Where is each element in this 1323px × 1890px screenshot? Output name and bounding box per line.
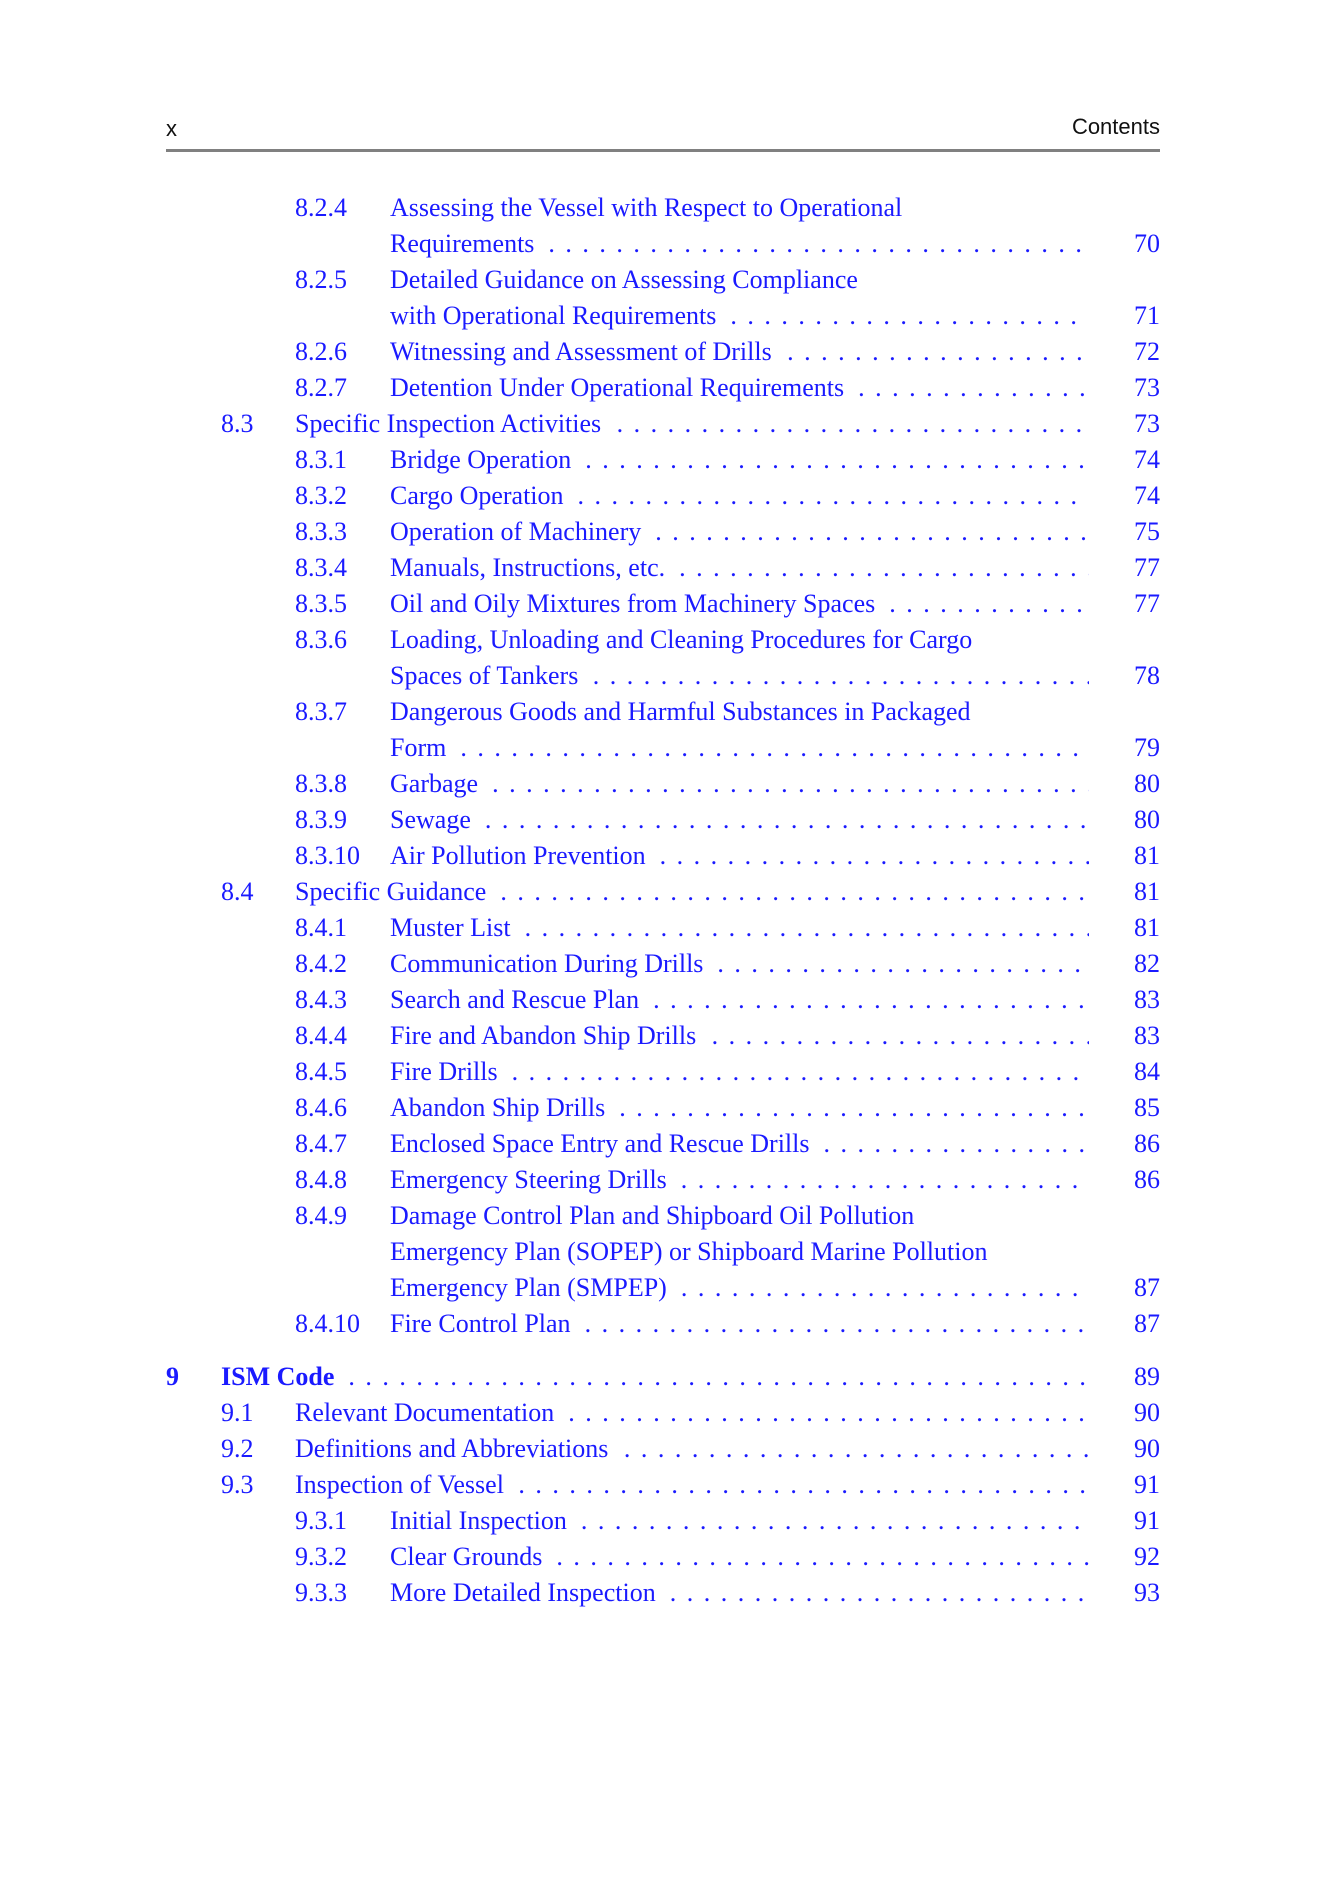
toc-leader-dots: [712, 1018, 1089, 1054]
toc-entry[interactable]: [0, 766, 1323, 802]
toc-entry-title: Emergency Plan (SMPEP): [390, 1273, 667, 1302]
toc-entry[interactable]: [0, 1467, 1323, 1503]
toc-leader-dots: [787, 334, 1089, 370]
toc-page-number: 80: [1134, 805, 1160, 834]
toc-entry[interactable]: [0, 1359, 1323, 1395]
running-title: Contents: [1071, 114, 1160, 139]
toc-leader-dots: [525, 910, 1089, 946]
toc-entry-number: 9.3: [221, 1470, 254, 1499]
toc-entry-title: Muster List: [390, 913, 511, 942]
toc-entry-continuation[interactable]: [0, 730, 1323, 766]
toc-page-number: 84: [1134, 1057, 1160, 1086]
toc-entry[interactable]: [0, 1126, 1323, 1162]
toc-leader-dots: [717, 946, 1089, 982]
toc-page-number: 86: [1134, 1129, 1160, 1158]
toc-entry-title: Definitions and Abbreviations: [295, 1434, 609, 1463]
toc-leader-dots: [500, 874, 1089, 910]
toc-entry[interactable]: [0, 1539, 1323, 1575]
toc-entry-continuation[interactable]: [0, 1234, 1323, 1270]
toc-entry-title: Oil and Oily Mixtures from Machinery Spaces: [390, 589, 876, 618]
toc-entry[interactable]: [0, 1018, 1323, 1054]
toc-page-number: 77: [1134, 553, 1160, 582]
toc-page-number: 73: [1134, 373, 1160, 402]
toc-leader-dots: [460, 730, 1089, 766]
toc-entry-title: Specific Inspection Activities: [295, 409, 602, 438]
toc-leader-dots: [548, 226, 1089, 262]
toc-entry-title: Detailed Guidance on Assessing Compliance: [390, 265, 858, 294]
toc-leader-dots: [824, 1126, 1090, 1162]
toc-entry-title: Emergency Plan (SOPEP) or Shipboard Marine Pollution: [390, 1237, 988, 1266]
toc-page-number: 79: [1134, 733, 1160, 762]
toc-page-number: 91: [1134, 1506, 1160, 1535]
toc-entry-title: More Detailed Inspection: [390, 1578, 656, 1607]
toc-page-number: 83: [1134, 985, 1160, 1014]
toc-entry[interactable]: [0, 1395, 1323, 1431]
toc-entry-title: Fire Control Plan: [390, 1309, 571, 1338]
toc-leader-dots: [568, 1395, 1089, 1431]
toc-entry[interactable]: [0, 190, 1323, 226]
toc-entry-number: 8.4.7: [295, 1129, 347, 1158]
toc-entry-title: Air Pollution Prevention: [390, 841, 646, 870]
toc-leader-dots: [485, 802, 1089, 838]
toc-entry-title: Detention Under Operational Requirements: [390, 373, 845, 402]
toc-leader-dots: [660, 838, 1089, 874]
toc-entry-number: 9: [166, 1362, 179, 1391]
toc-entry-number: 8.4.10: [295, 1309, 360, 1338]
toc-entry[interactable]: [0, 982, 1323, 1018]
toc-entry[interactable]: [0, 370, 1323, 406]
toc-entry-number: 8.3.9: [295, 805, 347, 834]
toc-entry-title: Operation of Machinery: [390, 517, 642, 546]
toc-entry-continuation[interactable]: [0, 1270, 1323, 1306]
toc-leader-dots: [512, 1054, 1089, 1090]
toc-entry[interactable]: [0, 262, 1323, 298]
toc-entry-title: Cargo Operation: [390, 481, 564, 510]
toc-entry[interactable]: [0, 406, 1323, 442]
toc-page-number: 81: [1134, 877, 1160, 906]
toc-entry-title: Garbage: [390, 769, 479, 798]
toc-entry-title: Manuals, Instructions, etc.: [390, 553, 666, 582]
toc-entry[interactable]: [0, 946, 1323, 982]
toc-page-number: 90: [1134, 1434, 1160, 1463]
toc-leader-dots: [681, 1162, 1089, 1198]
toc-entry-continuation[interactable]: [0, 298, 1323, 334]
toc-entry[interactable]: [0, 838, 1323, 874]
toc-page-number: 90: [1134, 1398, 1160, 1427]
toc-leader-dots: [578, 478, 1089, 514]
toc-entry-title: Abandon Ship Drills: [390, 1093, 606, 1122]
toc-page-number: 91: [1134, 1470, 1160, 1499]
toc-entry[interactable]: [0, 1090, 1323, 1126]
toc-page-number: 89: [1134, 1362, 1160, 1391]
toc-entry-title: Sewage: [390, 805, 471, 834]
toc-entry-title: Assessing the Vessel with Respect to Operational: [390, 193, 903, 222]
toc-entry-number: 8.4: [221, 877, 254, 906]
toc-entry-number: 8.4.1: [295, 913, 347, 942]
toc-entry[interactable]: [0, 550, 1323, 586]
toc-entry[interactable]: [0, 694, 1323, 730]
toc-entry-number: 9.3.1: [295, 1506, 347, 1535]
toc-entry-title: Bridge Operation: [390, 445, 572, 474]
toc-entry-number: 8.3.4: [295, 553, 347, 582]
toc-entry-title: Witnessing and Assessment of Drills: [390, 337, 772, 366]
toc-entry-number: 9.3.2: [295, 1542, 347, 1571]
toc-entry[interactable]: [0, 874, 1323, 910]
toc-page-number: 86: [1134, 1165, 1160, 1194]
toc-leader-dots: [593, 658, 1089, 694]
toc-entry-number: 8.3: [221, 409, 254, 438]
toc-page-number: 80: [1134, 769, 1160, 798]
toc-entry-title: Clear Grounds: [390, 1542, 543, 1571]
toc-leader-dots: [492, 766, 1089, 802]
toc-entry-title: Damage Control Plan and Shipboard Oil Pollution: [390, 1201, 915, 1230]
toc-entry[interactable]: [0, 478, 1323, 514]
toc-entry-title: Inspection of Vessel: [295, 1470, 504, 1499]
toc-entry-number: 8.4.8: [295, 1165, 347, 1194]
toc-entry[interactable]: [0, 1054, 1323, 1090]
toc-entry-title: ISM Code: [221, 1362, 335, 1391]
toc-entry-title: Loading, Unloading and Cleaning Procedures for Cargo: [390, 625, 973, 654]
toc-entry-number: 8.4.6: [295, 1093, 347, 1122]
toc-page-number: 87: [1134, 1309, 1160, 1338]
toc-page-number: 75: [1134, 517, 1160, 546]
toc-leader-dots: [581, 1503, 1089, 1539]
toc-entry-number: 8.3.7: [295, 697, 347, 726]
toc-entry[interactable]: [0, 1162, 1323, 1198]
toc-entry[interactable]: [0, 514, 1323, 550]
toc-page-number: 81: [1134, 913, 1160, 942]
toc-entry-number: 8.2.7: [295, 373, 347, 402]
toc-entry-title: Initial Inspection: [390, 1506, 567, 1535]
toc-entry[interactable]: [0, 1431, 1323, 1467]
toc-entry-number: 8.3.10: [295, 841, 360, 870]
toc-page-number: 93: [1134, 1578, 1160, 1607]
toc-entry-title: Requirements: [390, 229, 535, 258]
toc-leader-dots: [730, 298, 1089, 334]
toc-entry[interactable]: [0, 586, 1323, 622]
toc-entry-title: Search and Rescue Plan: [390, 985, 640, 1014]
toc-entry-title: Spaces of Tankers: [390, 661, 579, 690]
toc-page-number: 81: [1134, 841, 1160, 870]
toc-entry[interactable]: [0, 1575, 1323, 1611]
toc-leader-dots: [585, 1306, 1089, 1342]
toc-leader-dots: [679, 550, 1089, 586]
toc-page-number: 74: [1134, 481, 1160, 510]
toc-entry-title: with Operational Requirements: [390, 301, 717, 330]
toc-page-number: 87: [1134, 1273, 1160, 1302]
toc-page-number: 92: [1134, 1542, 1160, 1571]
toc-entry-continuation[interactable]: [0, 226, 1323, 262]
toc-entry[interactable]: [0, 910, 1323, 946]
toc-entry-number: 8.3.2: [295, 481, 347, 510]
toc-leader-dots: [348, 1359, 1089, 1395]
toc-entry[interactable]: [0, 442, 1323, 478]
toc-entry[interactable]: [0, 1198, 1323, 1234]
toc-leader-dots: [617, 406, 1089, 442]
toc-entry-title: Specific Guidance: [295, 877, 487, 906]
toc-page-number: 72: [1134, 337, 1160, 366]
toc-entry-title: Form: [390, 733, 447, 762]
toc-entry-number: 8.4.4: [295, 1021, 347, 1050]
toc-entry-title: Relevant Documentation: [295, 1398, 555, 1427]
toc-page-number: 74: [1134, 445, 1160, 474]
toc-entry-number: 8.3.3: [295, 517, 347, 546]
toc-entry-number: 9.1: [221, 1398, 254, 1427]
toc-entry-title: Emergency Steering Drills: [390, 1165, 667, 1194]
toc-leader-dots: [619, 1090, 1089, 1126]
toc-page-number: 77: [1134, 589, 1160, 618]
toc-entry-number: 8.4.2: [295, 949, 347, 978]
toc-entry-continuation[interactable]: [0, 658, 1323, 694]
toc-page-number: 83: [1134, 1021, 1160, 1050]
toc-leader-dots: [653, 982, 1089, 1018]
toc-entry-number: 9.3.3: [295, 1578, 347, 1607]
toc-entry-title: Fire Drills: [390, 1057, 498, 1086]
toc-entry-number: 8.3.6: [295, 625, 347, 654]
toc-leader-dots: [655, 514, 1089, 550]
toc-leader-dots: [556, 1539, 1089, 1575]
toc-entry-number: 8.4.9: [295, 1201, 347, 1230]
toc-entry-number: 8.2.4: [295, 193, 347, 222]
toc-entry-number: 8.2.6: [295, 337, 347, 366]
toc-leader-dots: [624, 1431, 1089, 1467]
toc-entry-title: Communication During Drills: [390, 949, 704, 978]
page-number: x: [166, 116, 177, 141]
toc-leader-dots: [889, 586, 1089, 622]
toc-entry-number: 8.3.1: [295, 445, 347, 474]
toc-page-number: 78: [1134, 661, 1160, 690]
toc-leader-dots: [670, 1575, 1089, 1611]
toc-leader-dots: [585, 442, 1089, 478]
toc-entry-title: Enclosed Space Entry and Rescue Drills: [390, 1129, 810, 1158]
toc-entry-title: Dangerous Goods and Harmful Substances in Packaged: [390, 697, 971, 726]
toc-entry[interactable]: [0, 802, 1323, 838]
toc-page-number: 71: [1134, 301, 1160, 330]
toc-entry[interactable]: [0, 622, 1323, 658]
toc-entry-number: 8.2.5: [295, 265, 347, 294]
toc-leader-dots: [681, 1270, 1089, 1306]
toc-entry-title: Fire and Abandon Ship Drills: [390, 1021, 697, 1050]
toc-entry-number: 8.4.3: [295, 985, 347, 1014]
toc-page-number: 70: [1134, 229, 1160, 258]
toc-entry-number: 8.3.8: [295, 769, 347, 798]
toc-page-number: 73: [1134, 409, 1160, 438]
toc-leader-dots: [518, 1467, 1089, 1503]
toc-entry[interactable]: [0, 334, 1323, 370]
toc-page-number: 82: [1134, 949, 1160, 978]
toc-entry[interactable]: [0, 1306, 1323, 1342]
toc-entry-number: 9.2: [221, 1434, 254, 1463]
toc-entry-number: 8.3.5: [295, 589, 347, 618]
toc-page-number: 85: [1134, 1093, 1160, 1122]
toc-leader-dots: [858, 370, 1089, 406]
toc-entry[interactable]: [0, 1503, 1323, 1539]
toc-entry-number: 8.4.5: [295, 1057, 347, 1086]
